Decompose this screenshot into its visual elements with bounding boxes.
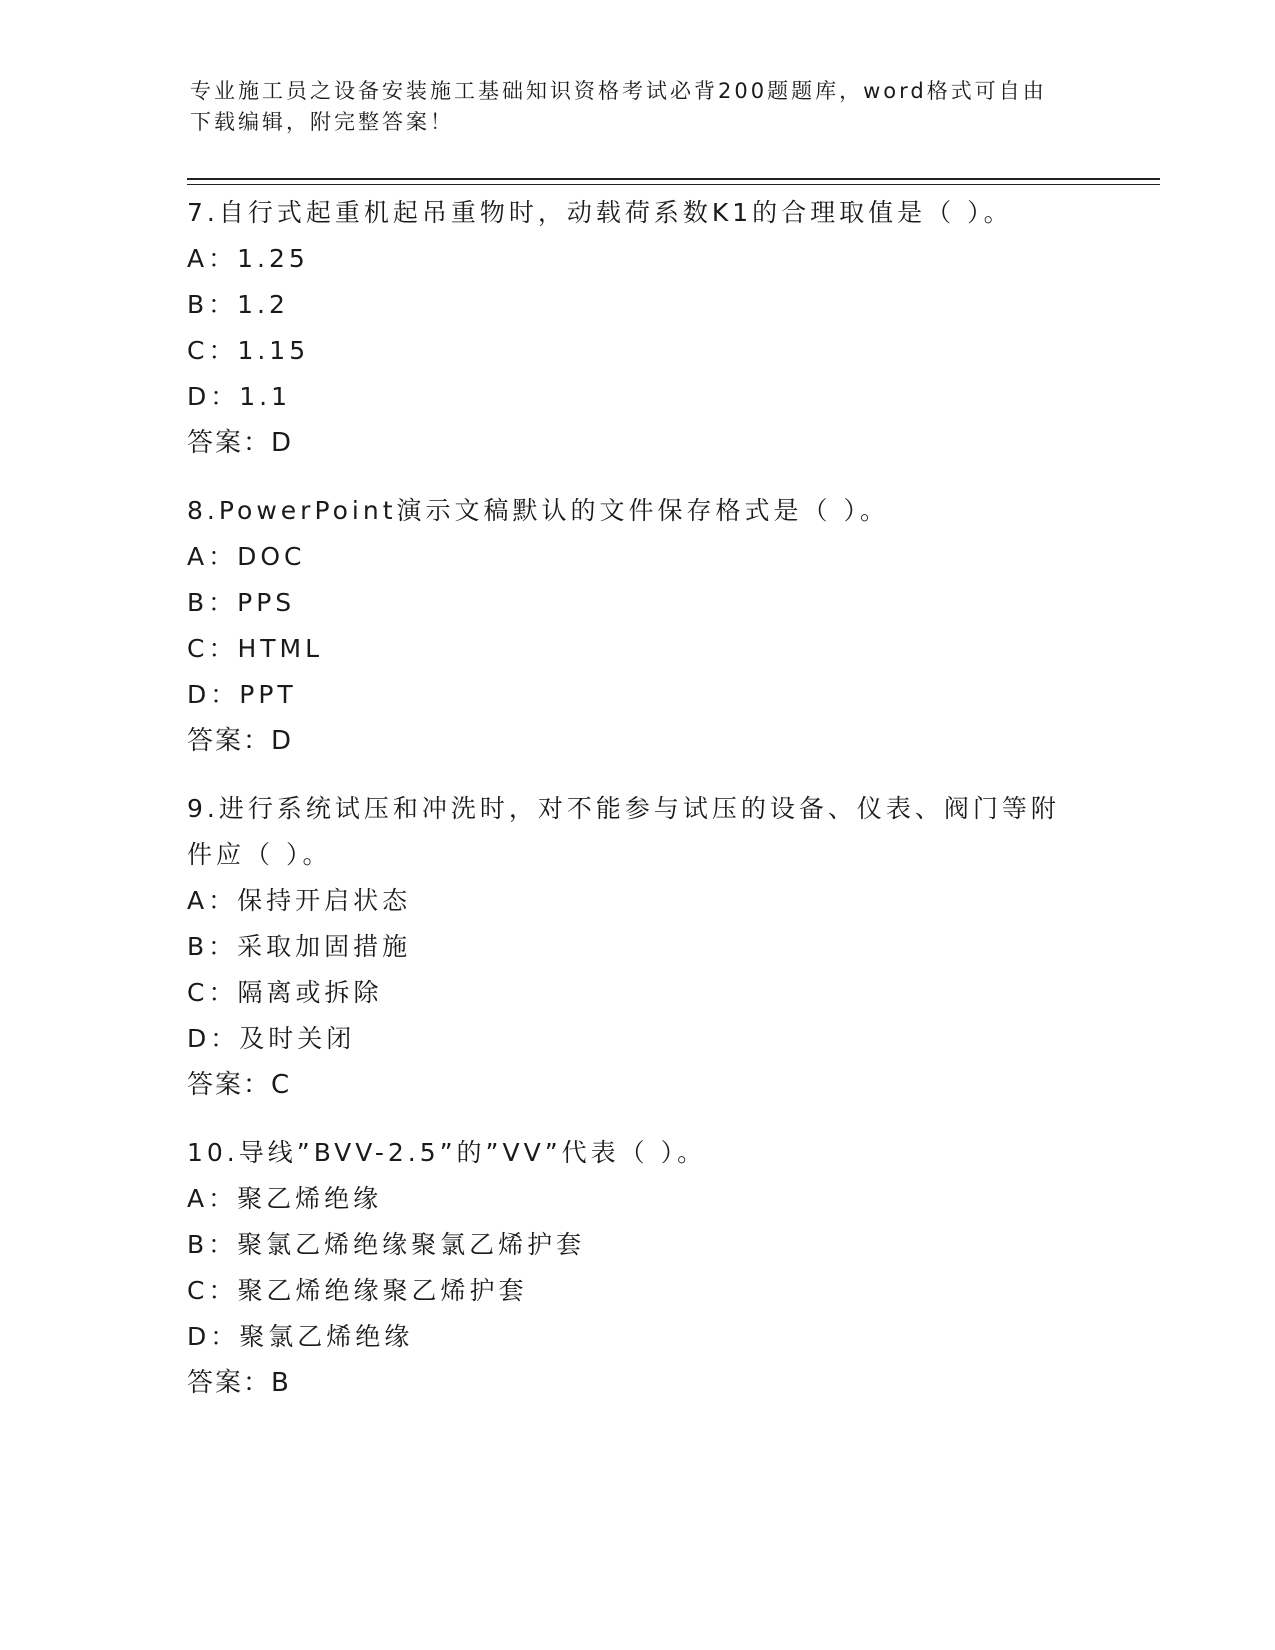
answer: 答案：B bbox=[187, 1368, 291, 1398]
option-c: C：1.15 bbox=[187, 336, 310, 365]
option-d: D：聚氯乙烯绝缘 bbox=[187, 1322, 414, 1351]
option-a: A：保持开启状态 bbox=[187, 886, 412, 915]
question-7 bbox=[187, 190, 1087, 466]
option-a: A：1.25 bbox=[187, 244, 309, 273]
question-stem: 8.PowerPoint演示文稿默认的文件保存格式是（ ）。 bbox=[187, 496, 889, 525]
option-a: A：DOC bbox=[187, 542, 306, 571]
option-b: B：聚氯乙烯绝缘聚氯乙烯护套 bbox=[187, 1230, 586, 1259]
question-list bbox=[187, 190, 1087, 1428]
header-divider-thin bbox=[187, 184, 1160, 185]
option-d: D：PPT bbox=[187, 680, 297, 709]
answer: 答案：D bbox=[187, 726, 294, 756]
question-10 bbox=[187, 1130, 1087, 1406]
option-d: D：及时关闭 bbox=[187, 1024, 356, 1053]
option-b: B：PPS bbox=[187, 588, 296, 617]
question-9 bbox=[187, 786, 1087, 1108]
answer: 答案：C bbox=[187, 1070, 292, 1100]
question-stem: 10.导线”BVV-2.5”的”VV”代表（ ）。 bbox=[187, 1138, 707, 1167]
header-line-1: 专业施工员之设备安装施工基础知识资格考试必背200题题库，word格式可自由 bbox=[190, 79, 1047, 103]
question-stem: 7.自行式起重机起吊重物时，动载荷系数K1的合理取值是（ ）。 bbox=[187, 198, 1013, 227]
option-d: D：1.1 bbox=[187, 382, 292, 411]
document-header bbox=[190, 76, 1070, 138]
option-a: A：聚乙烯绝缘 bbox=[187, 1184, 383, 1213]
option-b: B：1.2 bbox=[187, 290, 289, 319]
question-8 bbox=[187, 488, 1087, 764]
question-stem: 9.进行系统试压和冲洗时，对不能参与试压的设备、仪表、阀门等附件应（ ）。 bbox=[187, 794, 1060, 869]
option-c: C：HTML bbox=[187, 634, 324, 663]
option-c: C：隔离或拆除 bbox=[187, 978, 383, 1007]
option-b: B：采取加固措施 bbox=[187, 932, 412, 961]
header-line-2: 下载编辑，附完整答案！ bbox=[190, 110, 454, 134]
answer: 答案：D bbox=[187, 428, 294, 458]
header-divider-thick bbox=[187, 178, 1160, 180]
option-c: C：聚乙烯绝缘聚乙烯护套 bbox=[187, 1276, 528, 1305]
